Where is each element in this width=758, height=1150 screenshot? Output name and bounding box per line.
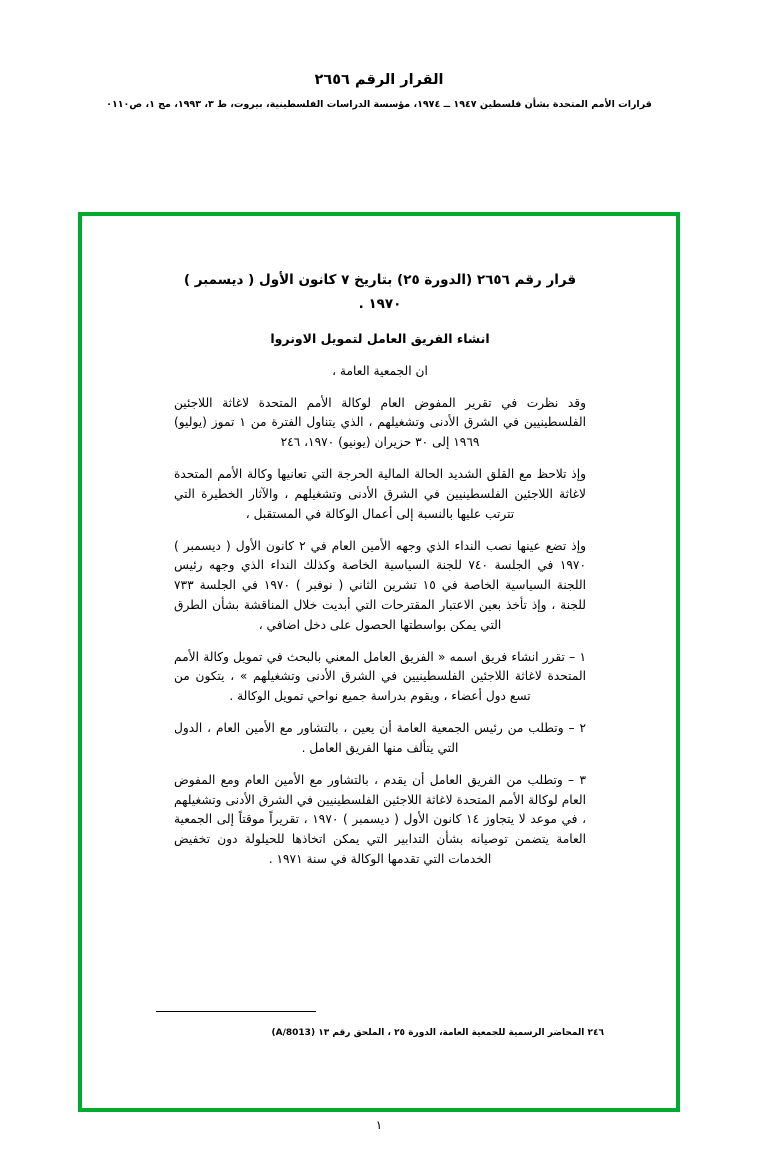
resolution-subject: انشاء الفريق العامل لتمويل الاونروا [270,330,490,346]
resolution-heading [156,268,604,317]
paragraph-6: ٣ – وتطلب من الفريق العامل أن يقدم ، بالتشاور مع الأمين العام ومع المفوض العام لوكالة الأمم المتحدة لاغاثة اللاجئين الفلسطينيين في الشرق الأدنى وتشغيلهم ، في موعد لا يتجاوز ١٤ كانون الأول ( ديسمبر ) ١٩٧٠ ، تقريراً موقتاً إلى الجمعية العامة يتضمن توصيانه بشأن التدابير التي يمكن اتخاذها للحيلولة دون تخفيض الخدمات التي تقدمها الوكالة في سنة ١٩٧١ . [174,772,587,866]
resolution-paragraphs [156,362,604,870]
paragraph-5: ٢ – وتطلب من رئيس الجمعية العامة أن يعين ، بالتشاور مع الأمين العام ، الدول التي يتألف منها الفريق العامل . [174,721,586,755]
resolution-heading-line1: قرار رقم ٢٦٥٦ (الدورة ٢٥) بتاريخ ٧ كانون الأول ( ديسمبر ) [183,272,577,288]
resolution-heading-line2: ١٩٧٠ . [358,296,402,313]
paragraph-3: وإذ تضع عينها نصب النداء الذي وجهه الأمين العام في ٢ كانون الأول ( ديسمبر ) ١٩٧٠ في الجلسة ٧٤٠ للجنة السياسية الخاصة وكذلك النداء الذي وجهه رئيس اللجنة السياسية الخاصة في ١٥ تشرين الثاني ( نوفبر ) ١٩٧٠ في الجلسة ٧٣٣ للجنة ، وإذ تأخذ بعين الاعتبار المقترحات التي أبديت خلال المناقشة بشأن الطرق التي يمكن بواسطتها الحصول على دخل اضافي ، [174,538,587,632]
paragraph-2: وإذ تلاحظ مع القلق الشديد الحالة المالية الحرجة التي تعانيها وكالة الأمم المتحدة لاغاثة اللاجئين الفلسطينيين في الشرق الأدنى وتشغيلهم ، والآثار الخطيرة التي تترتب عليها بالنسبة إلى أعمال الوكالة في المستقبل ، [174,467,586,521]
document-page [0,72,758,1150]
source-note: قرارات الأمم المتحدة بشأن فلسطين ١٩٤٧ ــ ١٩٧٤، مؤسسة الدراسات الفلسطينية، بيروت، ط ٣، ١٩٩٣، مج ١، ص٠١١٠ [106,99,652,110]
paragraph-0: ان الجمعية العامة ، [332,363,428,378]
paragraph-4: ١ – تقرر انشاء فريق اسمه « الفريق العامل المعني بالبحث في تمويل وكالة الأمم المتحدة لاغاثة اللاجئين الفلسطينيين في الشرق الأدنى وتشغيلهم » ، يتكون من تسع دول أعضاء ، ويقوم بدراسة جميع نواحي تمويل الوكالة . [174,649,586,704]
footnote-text: ٢٤٦ المحاضر الرسمية للجمعية العامة، الدورة ٢٥ ، الملحق رقم ١٣ (A/8013) [271,1027,604,1038]
footnote-divider [156,1011,316,1012]
resolution-body [120,240,640,1090]
page-number: ١ [375,1118,383,1132]
page-title: القرار الرقم ٢٦٥٦ [314,72,444,88]
paragraph-1: وقد نظرت في تقرير المفوض العام لوكالة الأمم المتحدة لاغاثة اللاجئين الفلسطينيين في الشرق الأدنى وتشغيلهم ، الذي يتناول الفترة من ١ تموز (يوليو) ١٩٦٩ إلى ٣٠ حزيران (يونيو) ١٩٧٠، ٢٤٦ [174,395,586,450]
